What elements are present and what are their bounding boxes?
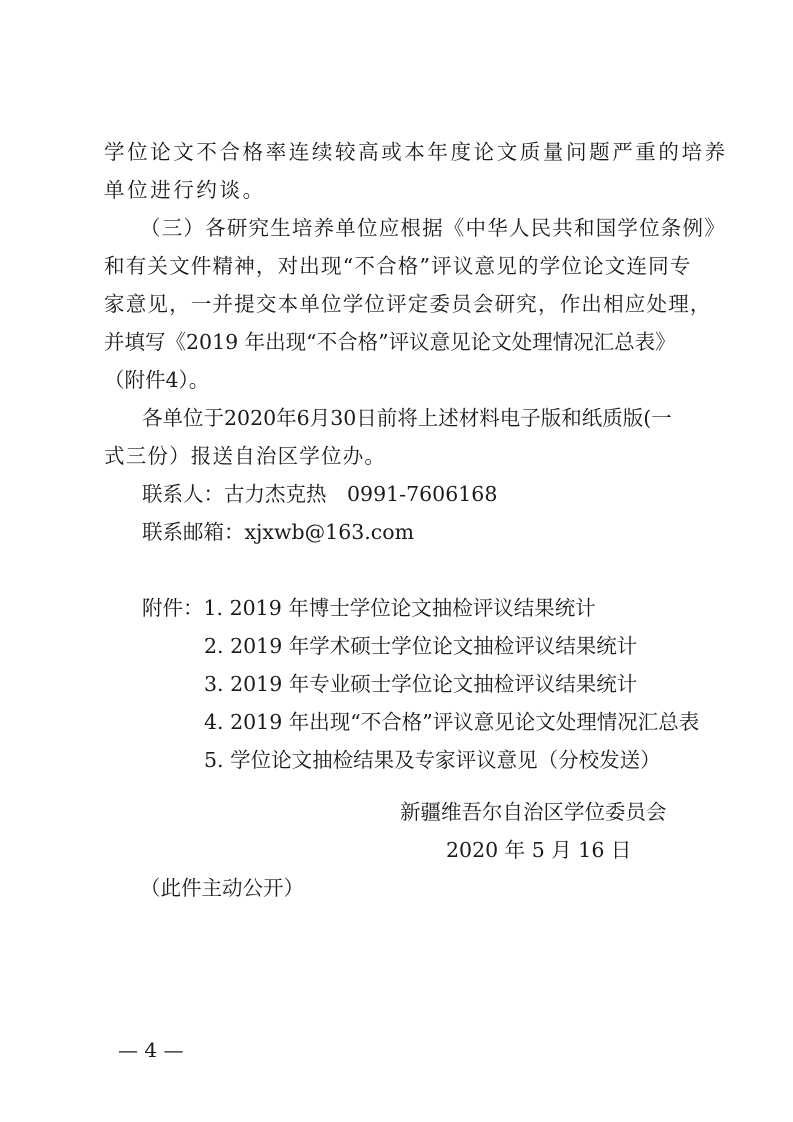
attachment-item-4: 4. 2019 年出现“不合格”评议意见论文处理情况汇总表 [204, 710, 700, 734]
paragraph-3-line-2: 式三份）报送自治区学位办。 [104, 444, 387, 468]
attachment-item-2: 2. 2019 年学术硕士学位论文抽检评议结果统计 [204, 634, 638, 658]
paragraph-2-line-4: 并填写《2019 年出现“不合格”评议意见论文处理情况汇总表》 [104, 330, 676, 354]
disclosure-note: （此件主动公开） [140, 876, 304, 900]
attachment-item-5: 5. 学位论文抽检结果及专家评议意见（分校发送） [204, 748, 661, 772]
attachment-item-3: 3. 2019 年专业硕士学位论文抽检评议结果统计 [204, 672, 638, 696]
page-number: — 4 — [118, 1038, 184, 1062]
contact-email: 联系邮箱：xjxwb@163.com [142, 520, 415, 544]
paragraph-1-line-1: 学位论文不合格率连续较高或本年度论文质量问题严重的培养 [104, 140, 728, 164]
paragraph-2-line-1: （三）各研究生培养单位应根据《中华人民共和国学位条例》 [140, 216, 726, 240]
paragraph-1-line-2: 单位进行约谈。 [104, 178, 266, 202]
contact-person: 联系人：古力杰克热 0991-7606168 [142, 482, 498, 506]
paragraph-3-line-1: 各单位于2020年6月30日前将上述材料电子版和纸质版(一 [142, 406, 672, 430]
attachments-label-item-1: 附件：1. 2019 年博士学位论文抽检评议结果统计 [142, 596, 596, 620]
paragraph-2-line-3: 家意见，一并提交本单位学位评定委员会研究，作出相应处理， [104, 292, 712, 316]
paragraph-2-line-2: 和有关文件精神，对出现“不合格”评议意见的学位论文连同专 [104, 254, 692, 278]
signature-date: 2020 年 5 月 16 日 [446, 838, 632, 862]
paragraph-2-line-5: （附件4）。 [104, 368, 210, 392]
signature-organization: 新疆维吾尔自治区学位委员会 [400, 800, 667, 824]
